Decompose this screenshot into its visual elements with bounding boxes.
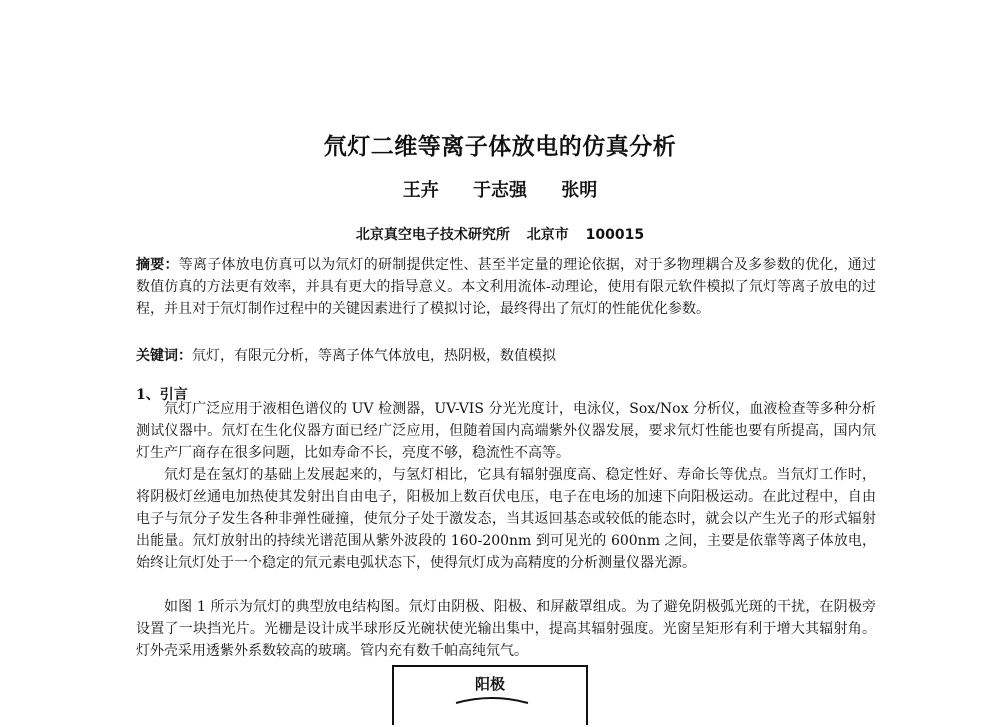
figure-label-anode: 阳极 xyxy=(474,675,505,693)
author-list xyxy=(0,176,1000,202)
author-name: 王卉 xyxy=(402,180,439,201)
paper-title: 氘灯二维等离子体放电的仿真分析 xyxy=(323,134,677,160)
institute-name: 北京真空电子技术研究所 xyxy=(355,227,510,243)
affiliation xyxy=(0,224,1000,244)
author-name: 张明 xyxy=(561,180,598,201)
abstract xyxy=(136,254,876,320)
author-name: 于志强 xyxy=(473,180,527,201)
body-paragraph: 如图 1 所示为氘灯的典型放电结构图。氘灯由阴极、阳极、和屏蔽罩组成。为了避免阴极弧光斑的干扰，在阴极旁设置了一块挡光片。光栅是设计成半球形反光碗状使光输出集中，提高其辐射强度。光窗呈矩形有利于增大其辐射角。灯外壳采用透紫外系数较高的玻璃。管内充有数千帕高纯氘气。 xyxy=(136,599,876,659)
abstract-label: 摘要： xyxy=(136,257,179,273)
anode-shape-icon xyxy=(394,667,590,727)
body-paragraph: 氘灯广泛应用于液相色谱仪的 UV 检测器，UV-VIS 分光光度计，电泳仪，Sox/Nox 分析仪，血液检查等多种分析测试仪器中。氘灯在生化仪器方面已经广泛应用，但随着国内高端紫外仪器发展，要求氘灯性能也要有所提高，国内氘灯生产厂商存在很多问题，比如寿命不长，亮度不够，稳流性不高等。 xyxy=(136,401,876,461)
section-heading: 1、引言 xyxy=(136,387,188,403)
keywords-text: 氘灯，有限元分析，等离子体气体放电，热阴极，数值模拟 xyxy=(192,348,556,364)
city-name: 北京市 xyxy=(526,227,569,243)
body-paragraph: 氘灯是在氢灯的基础上发展起来的，与氢灯相比，它具有辐射强度高、稳定性好、寿命长等优点。当氘灯工作时，将阴极灯丝通电加热使其发射出自由电子，阳极加上数百伏电压，电子在电场的加速下向阳极运动。在此过程中，自由电子与氘分子发生各种非弹性碰撞，使氘分子处于激发态，当其返回基态或较低的能态时，就会以产生光子的形式辐射出能量。氘灯放射出的持续光谱范围从紫外波段的 160-200nm 到可见光的 600nm 之间，主要是依靠等离子体放电，始终让氘灯处于一个稳定的氘元素电弧状态下，使得氘灯成为高精度的分析测量仪器光源。 xyxy=(136,467,876,571)
keywords-label: 关键词： xyxy=(136,348,192,364)
abstract-text: 等离子体放电仿真可以为氘灯的研制提供定性、甚至半定量的理论依据，对于多物理耦合及多参数的优化，通过数值仿真的方法更有效率，并具有更大的指导意义。本文利用流体-动理论，使用有限元软件模拟了氘灯等离子放电的过程，并且对于氘灯制作过程中的关键因素进行了模拟讨论，最终得出了氘灯的性能优化参数。 xyxy=(136,257,877,317)
figure-diagram xyxy=(392,665,588,725)
postal-code: 100015 xyxy=(585,227,645,243)
keywords xyxy=(136,345,876,367)
